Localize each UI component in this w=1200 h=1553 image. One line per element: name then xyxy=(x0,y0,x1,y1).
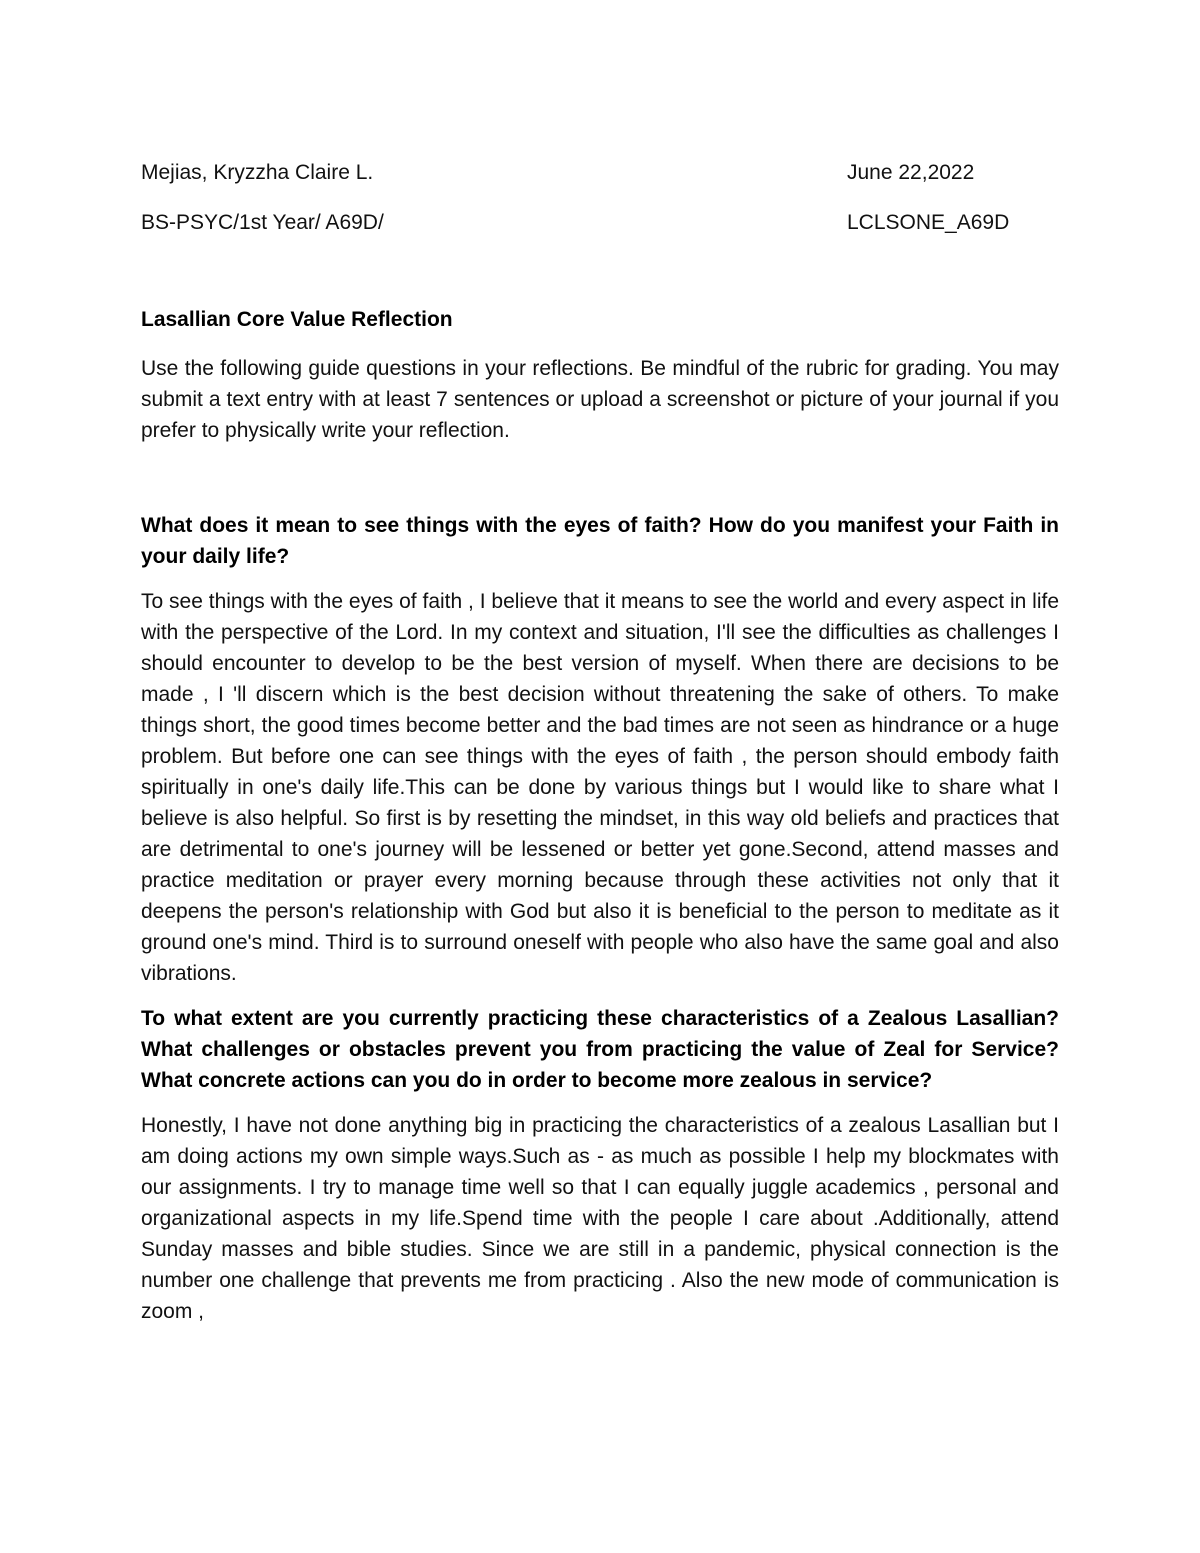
answer-2: Honestly, I have not done anything big in practicing the characteristics of a zealous Lasallian but I am doing actions my own simple ways.Such as - as much as possible I help my blockmates with our assignments. I try to manage time well so that I can equally juggle academics , personal and organizational aspects in my life.Spend time with the people I care about .Additionally, attend Sunday masses and bible studies. Since we are still in a pandemic, physical connection is the number one challenge that prevents me from practicing . Also the new mode of communication is zoom , xyxy=(141,1114,1059,1323)
student-program: BS-PSYC/1st Year/ A69D/ xyxy=(141,211,384,234)
instructions-paragraph: Use the following guide questions in your reflections. Be mindful of the rubric for grading. You may submit a text entry with at least 7 sentences or upload a screenshot or picture of your journal if you prefer to physically write your reflection. xyxy=(141,357,1059,442)
question-2: To what extent are you currently practicing these characteristics of a Zealous Lasallian? What challenges or obstacles prevent you from practicing the value of Zeal for Service?What concrete actions can you do in order to become more zealous in service? xyxy=(141,1007,1059,1092)
document-body xyxy=(141,305,1059,1327)
course-code: LCLSONE_A69D xyxy=(847,211,1010,234)
question-1: What does it mean to see things with the eyes of faith? How do you manifest your Faith in your daily life? xyxy=(141,514,1059,568)
answer-1: To see things with the eyes of faith , I believe that it means to see the world and every aspect in life with the perspective of the Lord. In my context and situation, I'll see the difficulties as challenges I should encounter to develop to be the best version of myself. When there are decisions to be made , I 'll discern which is the best decision without threatening the sake of others. To make things short, the good times become better and the bad times are not seen as hindrance or a huge problem. But before one can see things with the eyes of faith , the person should embody faith spiritually in one's daily life.This can be done by various things but I would like to share what I believe is also helpful. So first is by resetting the mindset, in this way old beliefs and practices that are detrimental to one's journey will be lessened or better yet gone.Second, attend masses and practice meditation or prayer every morning because through these activities not only that it deepens the person's relationship with God but also it is beneficial to the person to meditate as it ground one's mind. Third is to surround oneself with people who also have the same goal and also vibrations. xyxy=(141,590,1059,985)
document-title: Lasallian Core Value Reflection xyxy=(141,308,453,331)
student-name: Mejias, Kryzzha Claire L. xyxy=(141,161,374,184)
submission-date: June 22,2022 xyxy=(847,161,975,184)
